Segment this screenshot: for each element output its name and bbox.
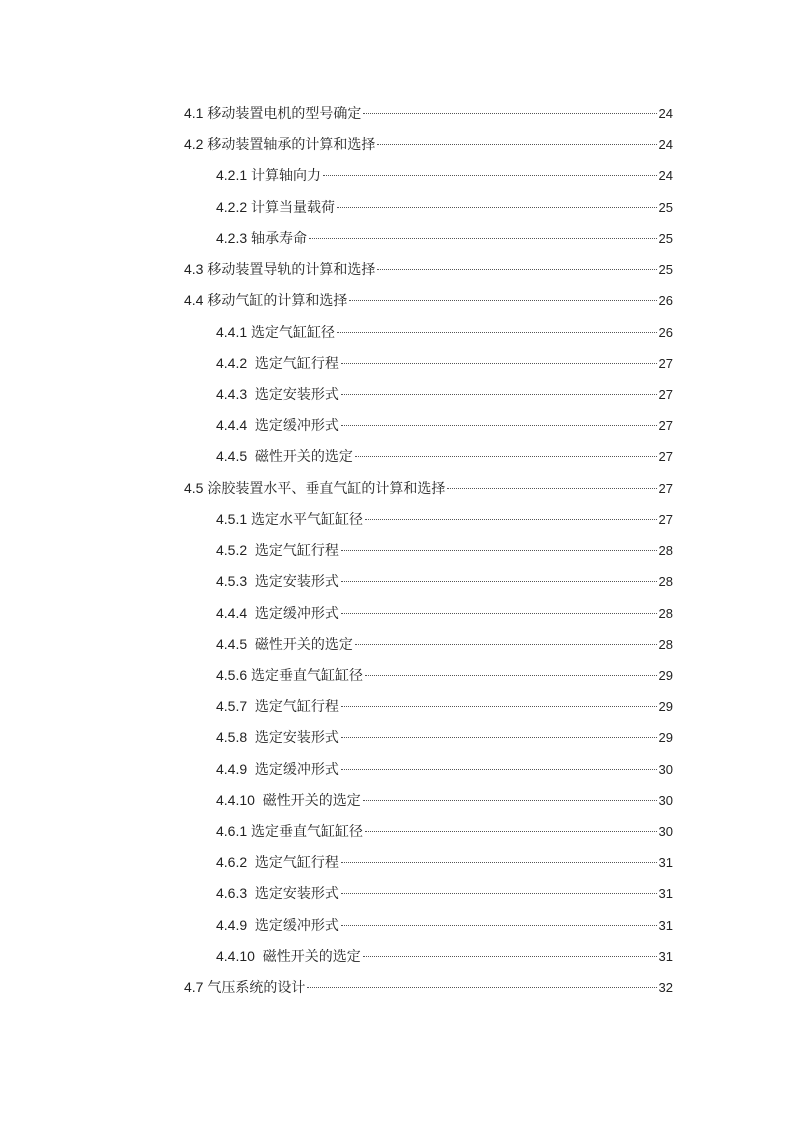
toc-entry[interactable]: [184, 535, 673, 566]
toc-entry-page-number: 24: [658, 168, 673, 184]
toc-entry[interactable]: [184, 941, 673, 972]
toc-dot-leader: [363, 112, 656, 114]
toc-entry[interactable]: [184, 410, 673, 441]
toc-dot-leader: [377, 268, 656, 270]
toc-entry-title: 4.4.2 选定气缸行程: [216, 354, 339, 371]
toc-dot-leader: [365, 830, 657, 832]
toc-entry-title: 4.2.2 计算当量载荷: [216, 198, 336, 215]
toc-entry-title: 4.5.3 选定安装形式: [216, 573, 339, 590]
toc-entry[interactable]: [184, 972, 673, 1003]
toc-entry-title: 4.2.1 计算轴向力: [216, 167, 322, 184]
toc-entry[interactable]: [184, 317, 673, 348]
toc-entry-page-number: 28: [658, 574, 673, 590]
toc-entry-page-number: 24: [658, 106, 673, 121]
toc-entry-page-number: 29: [658, 699, 673, 715]
toc-dot-leader: [341, 612, 657, 614]
toc-entry-title: 4.4.3 选定安装形式: [216, 385, 339, 402]
toc-entry-title: 4.6.3 选定安装形式: [216, 885, 339, 902]
toc-entry-title: 4.4 移动气缸的计算和选择: [184, 292, 348, 309]
toc-dot-leader: [341, 892, 657, 894]
toc-entry-page-number: 31: [658, 948, 673, 964]
toc-dot-leader: [363, 799, 657, 801]
toc-entry[interactable]: [184, 379, 673, 410]
toc-entry-title: 4.4.9 选定缓冲形式: [216, 916, 339, 933]
toc-dot-leader: [365, 518, 657, 520]
toc-entry-page-number: 29: [658, 730, 673, 746]
toc-dot-leader: [337, 331, 657, 333]
toc-dot-leader: [355, 455, 657, 457]
toc-entry[interactable]: [184, 910, 673, 941]
toc-entry[interactable]: [184, 254, 673, 285]
toc-entry-title: 4.4.10 磁性开关的选定: [216, 947, 361, 964]
toc-entry[interactable]: [184, 98, 673, 129]
toc-dot-leader: [341, 736, 657, 738]
toc-entry-title: 4.5.2 选定气缸行程: [216, 542, 339, 559]
toc-entry[interactable]: [184, 691, 673, 722]
toc-entry-title: 4.6.1 选定垂直气缸缸径: [216, 823, 364, 840]
toc-entry[interactable]: [184, 504, 673, 535]
toc-entry-page-number: 27: [658, 355, 673, 371]
toc-entry[interactable]: [184, 223, 673, 254]
toc-entry-title: 4.2 移动装置轴承的计算和选择: [184, 136, 376, 153]
toc-entry-page-number: 28: [658, 605, 673, 621]
toc-dot-leader: [323, 174, 657, 176]
toc-entry-page-number: 24: [658, 137, 673, 153]
toc-entry-title: 4.5.7 选定气缸行程: [216, 698, 339, 715]
toc-entry-title: 4.4.1 选定气缸缸径: [216, 323, 336, 340]
toc-entry-title: 4.6.2 选定气缸行程: [216, 854, 339, 871]
toc-entry[interactable]: [184, 598, 673, 629]
toc-entry-page-number: 28: [658, 636, 673, 652]
toc-entry-title: 4.4.5 磁性开关的选定: [216, 448, 353, 465]
toc-dot-leader: [341, 580, 657, 582]
toc-dot-leader: [341, 768, 657, 770]
toc-entry-page-number: 31: [658, 855, 673, 871]
toc-entry-title: 4.1 移动装置电机的型号确定: [184, 105, 362, 121]
toc-entry[interactable]: [184, 816, 673, 847]
toc-entry-title: 4.4.10 磁性开关的选定: [216, 791, 361, 808]
toc-entry-title: 4.5.8 选定安装形式: [216, 729, 339, 746]
toc-entry[interactable]: [184, 722, 673, 753]
toc-dot-leader: [365, 674, 657, 676]
toc-entry[interactable]: [184, 566, 673, 597]
toc-entry-page-number: 27: [658, 449, 673, 465]
toc-dot-leader: [377, 143, 656, 145]
toc-entry-page-number: 30: [658, 792, 673, 808]
toc-entry-page-number: 25: [658, 262, 673, 278]
toc-entry-page-number: 28: [658, 543, 673, 559]
toc-entry[interactable]: [184, 660, 673, 691]
toc-entry-title: 4.2.3 轴承寿命: [216, 229, 308, 246]
toc-entry-page-number: 27: [658, 418, 673, 434]
toc-entry-title: 4.4.5 磁性开关的选定: [216, 635, 353, 652]
toc-entry-title: 4.5.1 选定水平气缸缸径: [216, 510, 364, 527]
toc-entry[interactable]: [184, 473, 673, 504]
toc-entry[interactable]: [184, 192, 673, 223]
toc-entry-title: 4.4.4 选定缓冲形式: [216, 604, 339, 621]
toc-entry-page-number: 30: [658, 761, 673, 777]
table-of-contents: [184, 98, 673, 1003]
toc-dot-leader: [341, 362, 657, 364]
toc-entry-page-number: 27: [658, 386, 673, 402]
toc-entry-title: 4.4.4 选定缓冲形式: [216, 417, 339, 434]
toc-entry[interactable]: [184, 629, 673, 660]
toc-dot-leader: [337, 206, 657, 208]
toc-dot-leader: [341, 924, 657, 926]
toc-entry-page-number: 25: [658, 199, 673, 215]
toc-entry-page-number: 32: [658, 980, 673, 996]
toc-dot-leader: [309, 237, 657, 239]
toc-dot-leader: [341, 705, 657, 707]
toc-entry-page-number: 30: [658, 824, 673, 840]
toc-entry-title: 4.7 气压系统的设计: [184, 979, 306, 996]
toc-entry[interactable]: [184, 129, 673, 160]
toc-dot-leader: [349, 299, 656, 301]
toc-entry[interactable]: [184, 878, 673, 909]
toc-entry-page-number: 31: [658, 917, 673, 933]
toc-entry[interactable]: [184, 348, 673, 379]
toc-entry-title: 4.3 移动装置导轨的计算和选择: [184, 261, 376, 278]
toc-entry-title: 4.5 涂胶装置水平、垂直气缸的计算和选择: [184, 479, 446, 496]
toc-dot-leader: [307, 986, 656, 988]
toc-entry[interactable]: [184, 847, 673, 878]
toc-dot-leader: [363, 955, 657, 957]
toc-entry[interactable]: [184, 441, 673, 472]
toc-dot-leader: [341, 861, 657, 863]
toc-dot-leader: [341, 393, 657, 395]
toc-entry-page-number: 29: [658, 667, 673, 683]
toc-entry-page-number: 31: [658, 886, 673, 902]
toc-entry-page-number: 26: [658, 324, 673, 340]
toc-entry-page-number: 26: [658, 293, 673, 309]
toc-entry[interactable]: [184, 754, 673, 785]
toc-entry[interactable]: [184, 160, 673, 191]
toc-entry-page-number: 25: [658, 230, 673, 246]
toc-entry-title: 4.4.9 选定缓冲形式: [216, 760, 339, 777]
toc-entry-page-number: 27: [658, 480, 673, 496]
toc-entry-title: 4.5.6 选定垂直气缸缸径: [216, 666, 364, 683]
toc-dot-leader: [447, 487, 656, 489]
toc-dot-leader: [341, 549, 657, 551]
toc-entry[interactable]: [184, 785, 673, 816]
toc-entry-page-number: 27: [658, 511, 673, 527]
toc-entry[interactable]: [184, 285, 673, 316]
toc-dot-leader: [341, 424, 657, 426]
toc-dot-leader: [355, 643, 657, 645]
